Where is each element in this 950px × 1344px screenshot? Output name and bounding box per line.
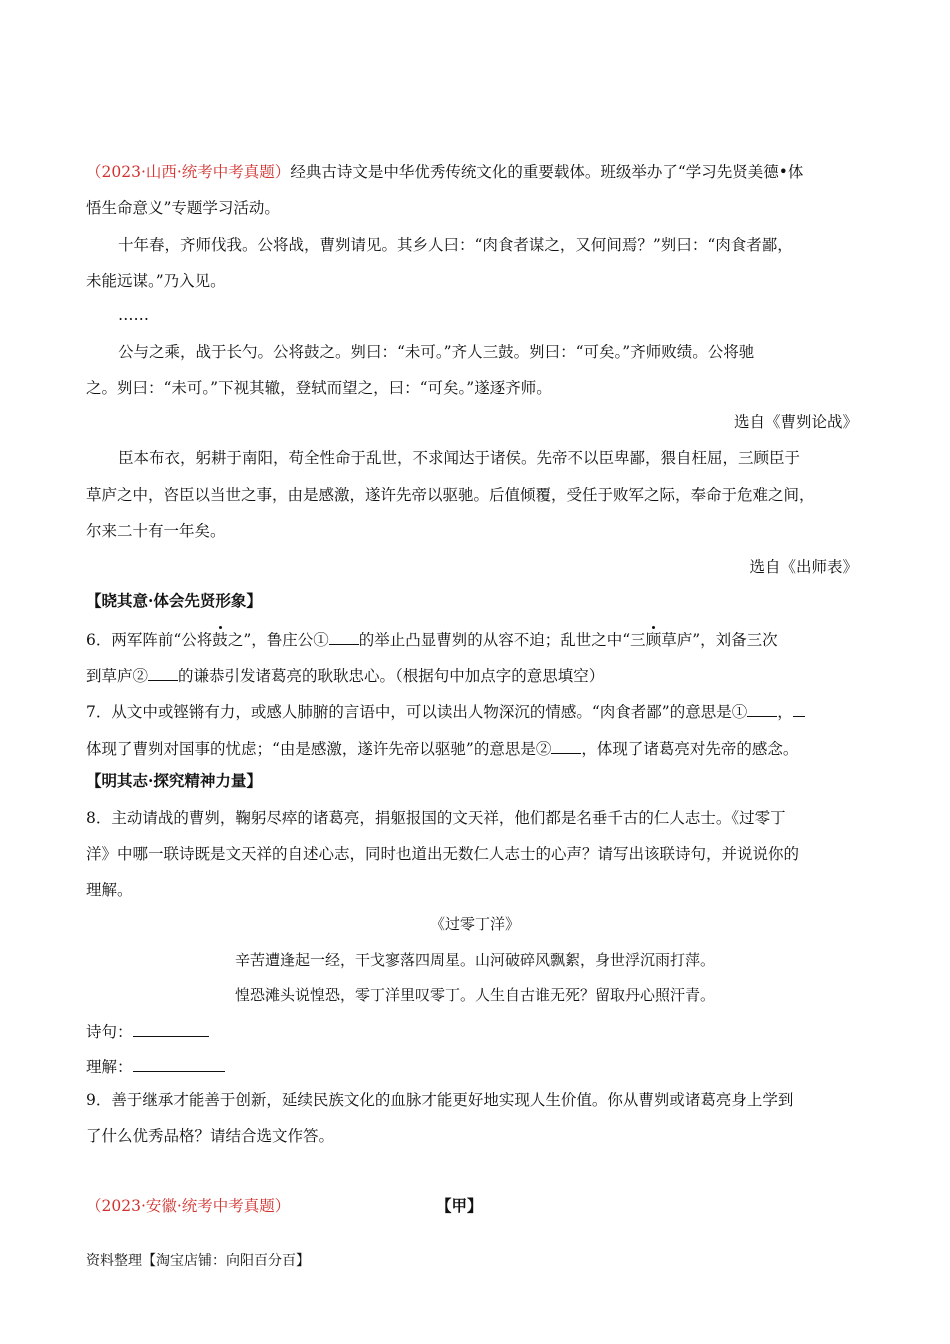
question-6: 6．两军阵前“公将鼓之”，鲁庄公① 的举止凸显曹刿的从容不迫；乱世之中“三顾草庐”，刘备三次 <box>86 628 876 650</box>
poem-line: 惶恐滩头说惶恐，零丁洋里叹零丁。人生自古谁无死？留取丹心照汗青。 <box>234 986 715 1004</box>
question-intro: （2023·山西·统考中考真题）经典古诗文是中华优秀传统文化的重要载体。班级举办了“学习先贤美德•体 <box>86 163 804 181</box>
answer-blank-tail <box>793 700 805 717</box>
answer-blank[interactable] <box>551 737 581 754</box>
question-7-cont: 体现了曹刿对国事的忧虑；“由是感激，遂许先帝以驱驰”的意思是② ，体现了诸葛亮对先帝的感念。 <box>86 737 876 759</box>
ellipsis: …… <box>118 306 149 324</box>
poem-title: 《过零丁洋》 <box>429 915 520 933</box>
passage-jia-label: 【甲】 <box>436 1196 483 1215</box>
passage-a-line: 公与之乘，战于长勺。公将鼓之。刿曰：“未可。”齐人三鼓。刿曰：“可矣。”齐师败绩。公将驰 <box>118 343 755 361</box>
next-source-tag: （2023·安徽·统考中考真题） <box>86 1197 291 1215</box>
question-8-cont: 洋》中哪一联诗既是文天祥的自述心志，同时也道出无数仁人志士的心声？请写出该联诗句，并说说你的 <box>86 845 800 863</box>
emphasis-char: 鼓 <box>212 631 228 649</box>
understanding-answer-blank[interactable] <box>133 1055 225 1072</box>
section-heading: 【明其志·探究精神力量】 <box>86 771 262 790</box>
question-intro-cont: 悟生命意义”专题学习活动。 <box>86 199 280 217</box>
answer-blank[interactable] <box>329 628 359 645</box>
passage-a-line: 未能远谋。”乃入见。 <box>86 272 226 290</box>
source-tag: （2023·山西·统考中考真题） <box>86 163 291 181</box>
answer-blank[interactable] <box>747 700 777 717</box>
question-9: 9．善于继承才能善于创新，延续民族文化的血脉才能更好地实现人生价值。你从曹刿或诸葛亮身上学到 <box>86 1091 794 1109</box>
passage-a-line: 之。刿曰：“未可。”下视其辙，登轼而望之，曰：“可矣。”遂逐齐师。 <box>86 379 552 397</box>
footer-note: 资料整理【淘宝店铺：向阳百分百】 <box>86 1253 310 1269</box>
question-9-cont: 了什么优秀品格？请结合选文作答。 <box>86 1127 335 1145</box>
emphasis-char: 顾 <box>645 631 662 649</box>
answer-blank[interactable] <box>148 664 178 681</box>
passage-a-source: 选自《曹刿论战》 <box>733 413 858 431</box>
passage-a-line: 十年春，齐师伐我。公将战，曹刿请见。其乡人曰：“肉食者谋之，又何间焉？”刿曰：“肉食者鄙， <box>118 236 793 254</box>
passage-b-line: 草庐之中，咨臣以当世之事，由是感激，遂许先帝以驱驰。后值倾覆，受任于败军之际，奉命于危难之间， <box>86 486 815 504</box>
section-heading: 【晓其意·体会先贤形象】 <box>86 591 262 610</box>
passage-b-line: 尔来二十有一年矣。 <box>86 522 226 540</box>
question-6-cont: 到草庐② 的谦恭引发诸葛亮的耿耿忠心。（根据句中加点字的意思填空） <box>86 664 876 686</box>
passage-b-line: 臣本布衣，躬耕于南阳，苟全性命于乱世，不求闻达于诸侯。先帝不以臣卑鄙，猥自枉屈，三顾臣于 <box>118 449 801 467</box>
question-7: 7．从文中或铿锵有力，或感人肺腑的言语中，可以读出人物深沉的情感。“肉食者鄙”的意思是① ， <box>86 700 876 722</box>
poem-line: 辛苦遭逢起一经，干戈寥落四周星。山河破碎风飘絮，身世浮沉雨打萍。 <box>234 951 715 969</box>
passage-b-source: 选自《出师表》 <box>749 558 858 576</box>
question-8-cont: 理解。 <box>86 881 133 899</box>
understanding-answer-row: 理解： <box>86 1055 876 1077</box>
verse-answer-row: 诗句： <box>86 1020 876 1042</box>
question-8: 8．主动请战的曹刿，鞠躬尽瘁的诸葛亮，捐躯报国的文天祥，他们都是名垂千古的仁人志士。《过零丁 <box>86 809 786 827</box>
verse-answer-blank[interactable] <box>133 1020 209 1037</box>
